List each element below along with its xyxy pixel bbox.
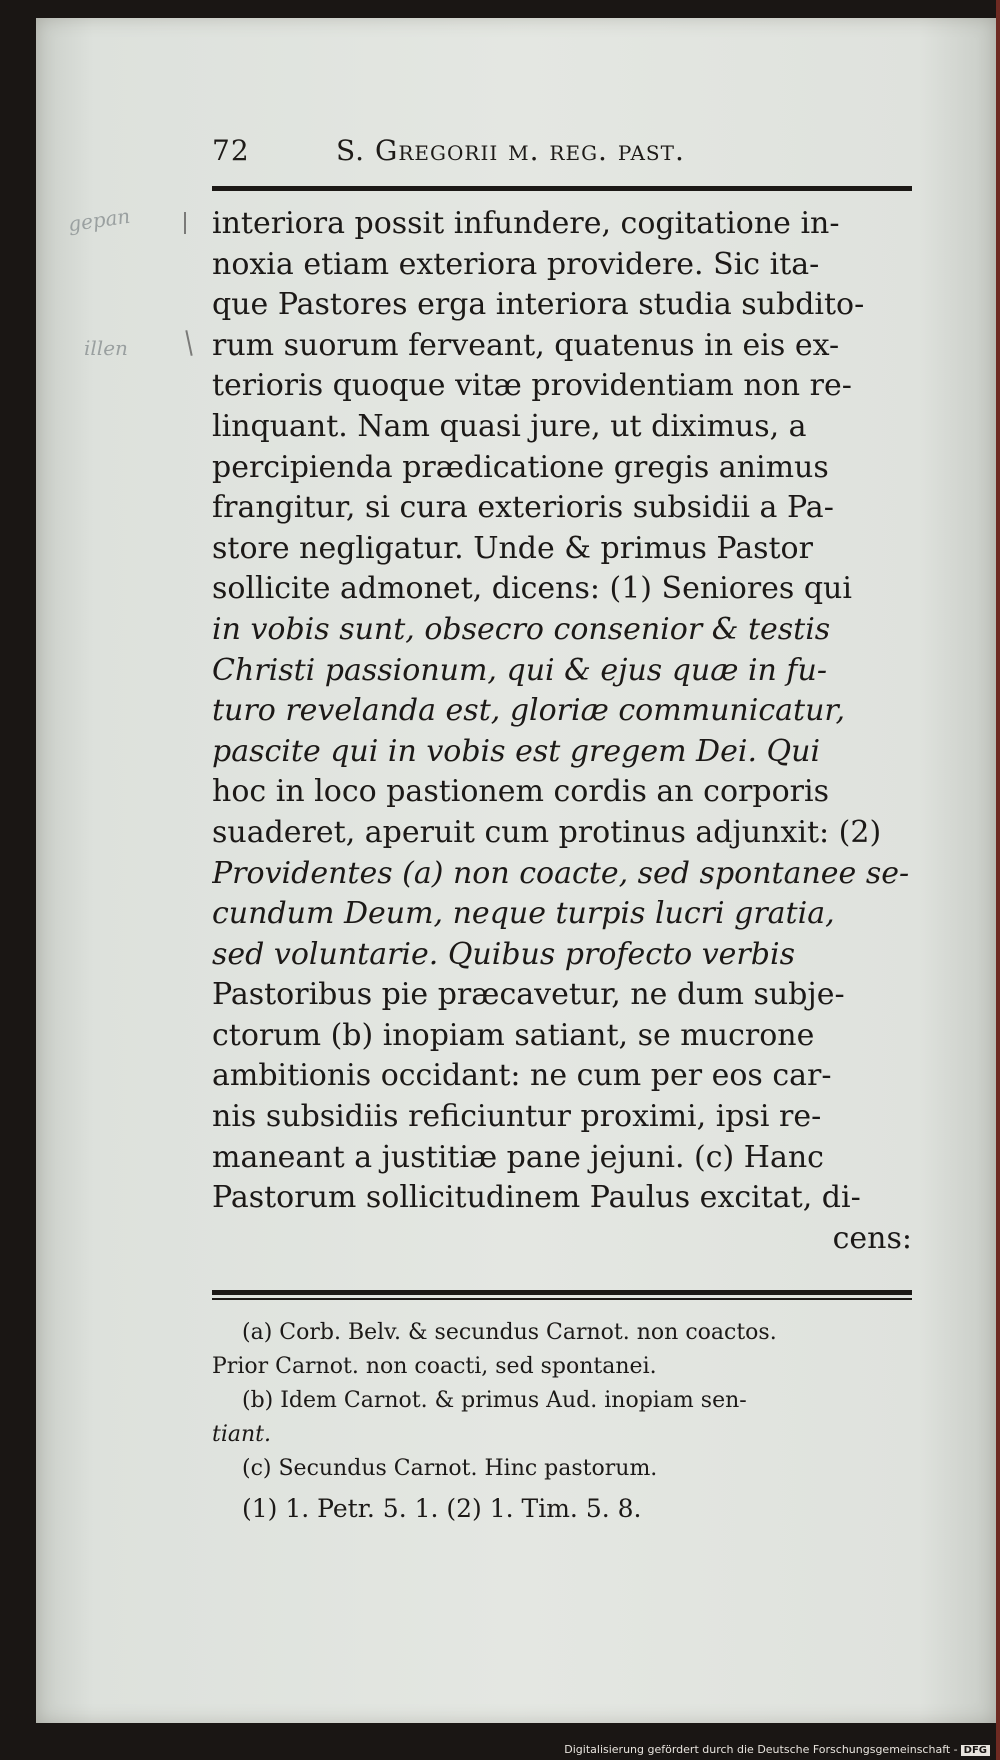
- text-line: nis subsidiis reficiuntur proximi, ipsi re-: [212, 1099, 822, 1135]
- header-rule: [212, 186, 912, 191]
- text-line: suaderet, aperuit cum protinus adjunxit: (2): [212, 814, 882, 850]
- text-line: maneant a justitiæ pane jejuni. (c) Hanc: [212, 1139, 824, 1175]
- text-line: rum suorum ferveant, quatenus in eis ex-: [212, 327, 840, 363]
- running-header: [212, 134, 912, 174]
- text-line: Providentes (a) non coacte, sed spontanee se-: [212, 855, 910, 891]
- footnote-rule: [212, 1290, 912, 1295]
- book-edge: [996, 0, 1000, 1760]
- footnote-line: (b) Idem Carnot. & primus Aud. inopiam sen-: [242, 1388, 747, 1413]
- text-line: noxia etiam exteriora providere. Sic ita-: [212, 246, 820, 282]
- footnotes: [212, 1316, 912, 1526]
- text-line: terioris quoque vitæ providentiam non re-: [212, 368, 852, 404]
- page-number: 72: [212, 134, 250, 167]
- digitization-credit: [564, 1743, 990, 1756]
- margin-note-2: illen: [84, 336, 128, 360]
- footnote-line: (c) Secundus Carnot. Hinc pastorum.: [242, 1456, 658, 1481]
- text-line: cens:: [832, 1220, 912, 1256]
- main-text: [212, 204, 912, 1259]
- footnote-line: (1) 1. Petr. 5. 1. (2) 1. Tim. 5. 8.: [242, 1494, 642, 1523]
- text-line: cundum Deum, neque turpis lucri gratia,: [212, 896, 835, 932]
- credit-text: Digitalisierung gefördert durch die Deutsche Forschungsgemeinschaft -: [564, 1743, 958, 1756]
- footnote-line: tiant.: [212, 1422, 271, 1447]
- text-line: pascite qui in vobis est gregem Dei. Qui: [212, 733, 821, 769]
- text-line: ctorum (b) inopiam satiant, se mucrone: [212, 1017, 815, 1053]
- text-line: Pastoribus pie præcavetur, ne dum subje-: [212, 977, 845, 1013]
- margin-note-1: gepan: [66, 203, 132, 237]
- margin-mark-1: [184, 212, 186, 234]
- footnote-line: Prior Carnot. non coacti, sed spontanei.: [212, 1354, 657, 1379]
- text-line: sed voluntarie. Quibus profecto verbis: [212, 936, 795, 972]
- text-line: interiora possit infundere, cogitatione in-: [212, 206, 840, 241]
- text-line: que Pastores erga interiora studia subdito-: [212, 287, 865, 323]
- footnote-rule-thin: [212, 1298, 912, 1300]
- text-line: percipienda prædicatione gregis animus: [212, 449, 829, 485]
- running-title: S. Gregorii m. reg. past.: [336, 134, 685, 167]
- text-line: in vobis sunt, obsecro consenior & testis: [212, 611, 831, 647]
- text-line: Pastorum sollicitudinem Paulus excitat, di-: [212, 1180, 861, 1216]
- text-line: hoc in loco pastionem cordis an corporis: [212, 774, 829, 810]
- text-line: store negligatur. Unde & primus Pastor: [212, 530, 813, 566]
- text-line: turo revelanda est, gloriæ communicatur,: [212, 693, 845, 729]
- text-line: frangitur, si cura exterioris subsidii a Pa-: [212, 490, 834, 526]
- text-line: linquant. Nam quasi jure, ut diximus, a: [212, 408, 807, 444]
- text-line: ambitionis occidant: ne cum per eos car-: [212, 1058, 832, 1094]
- text-line: sollicite admonet, dicens: (1) Seniores qui: [212, 571, 852, 607]
- footnote-line: (a) Corb. Belv. & secundus Carnot. non coactos.: [242, 1320, 777, 1345]
- dfg-logo: DFG: [961, 1745, 990, 1756]
- text-line: Christi passionum, qui & ejus quæ in fu-: [212, 652, 827, 688]
